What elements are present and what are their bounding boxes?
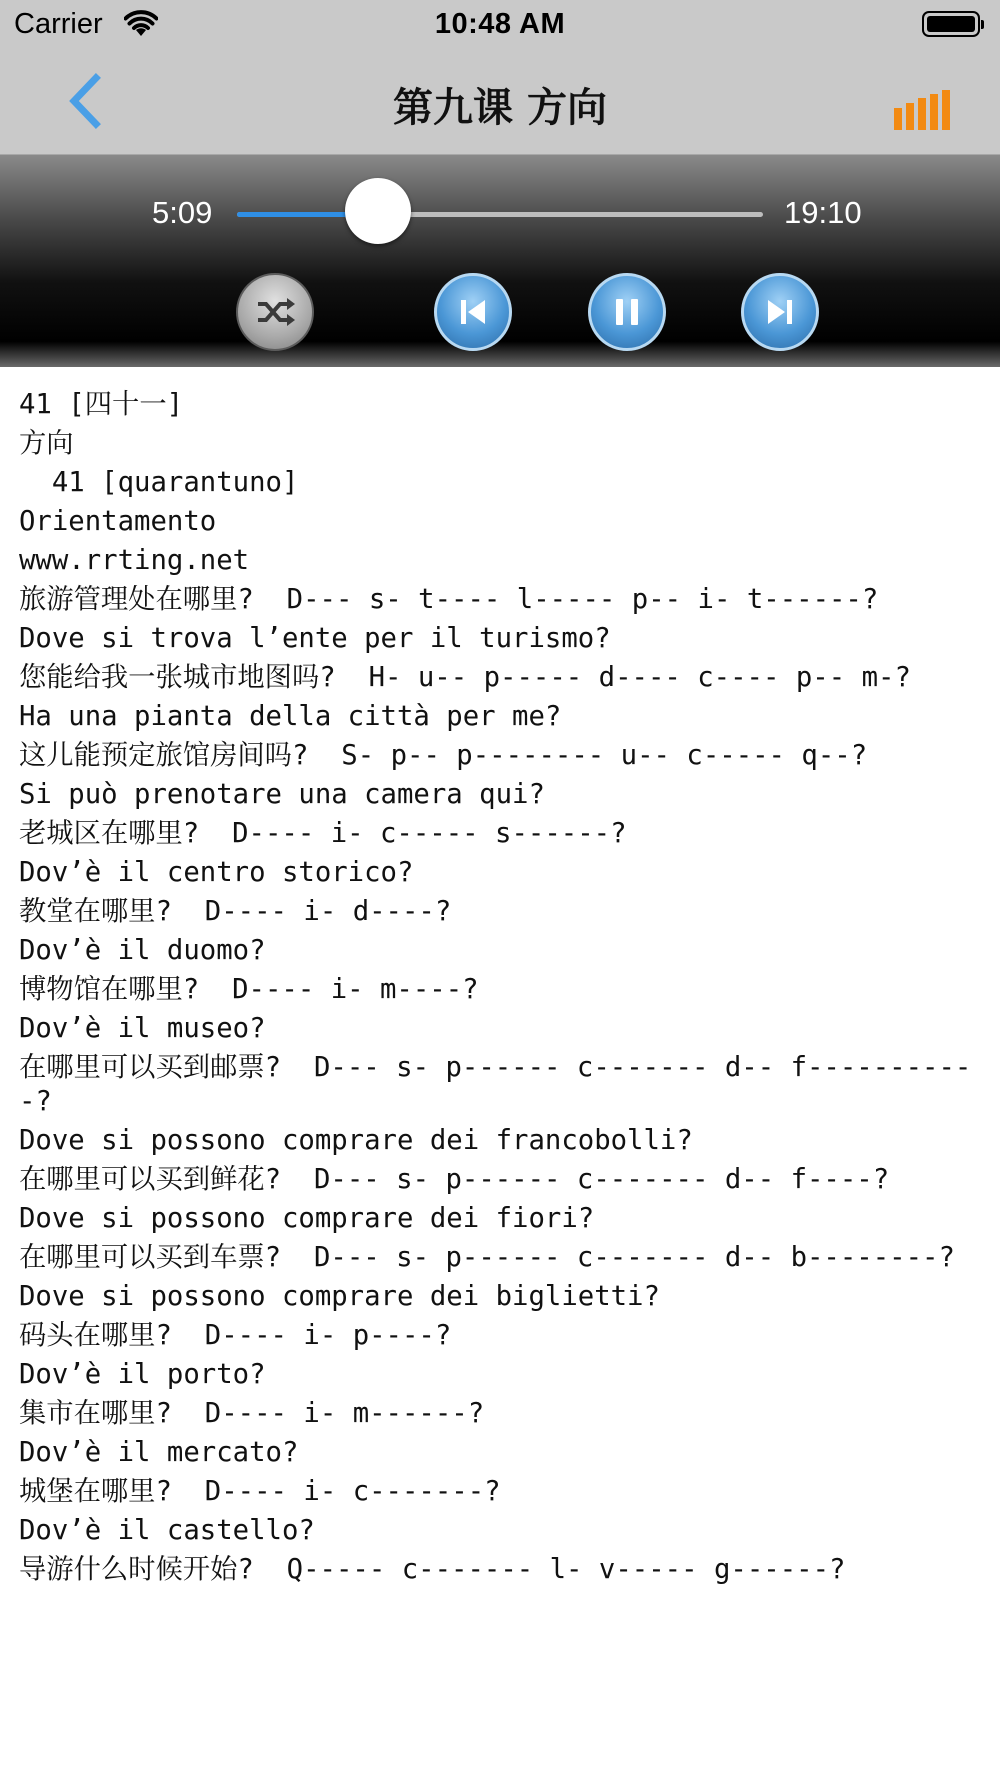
status-bar: [0, 0, 1000, 50]
lesson-lines: [19, 388, 994, 1592]
lesson-line: 导游什么时候开始? Q----- c------- l- v----- g------?: [19, 1554, 846, 1585]
lesson-line: 博物馆在哪里? D---- i- m----?: [19, 974, 479, 1005]
chevron-left-icon[interactable]: [58, 72, 118, 132]
lesson-line: 旅游管理处在哪里? D--- s- t---- l----- p-- i- t------?: [19, 584, 879, 615]
skip-next-icon: [744, 276, 816, 348]
lesson-line: Dove si trova l’ente per il turismo?: [19, 623, 611, 654]
pause-icon: [591, 276, 663, 348]
signal-bars-icon[interactable]: [894, 90, 950, 130]
status-time: 10:48 AM: [434, 8, 566, 40]
lesson-line: 方向: [19, 428, 74, 459]
pause-button[interactable]: [588, 273, 666, 351]
lesson-line: Dov’è il porto?: [19, 1359, 266, 1390]
lesson-line: www.rrting.net: [19, 545, 250, 576]
lesson-line: Dov’è il mercato?: [19, 1437, 299, 1468]
lesson-line: Si può prenotare una camera qui?: [19, 779, 545, 810]
audio-player: [0, 155, 1000, 367]
lesson-line: 老城区在哪里? D---- i- c----- s------?: [19, 818, 627, 849]
lesson-line: 这儿能预定旅馆房间吗? S- p-- p-------- u-- c----- q--?: [19, 740, 868, 771]
lesson-line: 您能给我一张城市地图吗? H- u-- p----- d---- c---- p-- m-?: [19, 662, 911, 693]
lesson-line: Dov’è il centro storico?: [19, 857, 414, 888]
lesson-line: 集市在哪里? D---- i- m------?: [19, 1398, 485, 1429]
lesson-line: Dove si possono comprare dei fiori?: [19, 1203, 595, 1234]
progress-thumb[interactable]: [345, 178, 411, 244]
carrier-label: Carrier: [14, 8, 103, 40]
shuffle-icon: [238, 275, 312, 349]
skip-previous-icon: [437, 276, 509, 348]
lesson-line: 41 [四十一]: [19, 389, 184, 420]
previous-button[interactable]: [434, 273, 512, 351]
lesson-line: Dov’è il duomo?: [19, 935, 266, 966]
lesson-line: 在哪里可以买到鲜花? D--- s- p------ c------- d-- f----?: [19, 1164, 890, 1195]
lesson-text-area[interactable]: [0, 368, 1000, 1778]
page-title: 第九课 方向: [393, 85, 607, 131]
lesson-line: 在哪里可以买到车票? D--- s- p------ c------- d-- b--------?: [19, 1242, 955, 1273]
progress-slider[interactable]: [237, 212, 763, 217]
lesson-line: Ha una pianta della città per me?: [19, 701, 562, 732]
lesson-line: Dov’è il museo?: [19, 1013, 266, 1044]
lesson-line: 41 [quarantuno]: [19, 467, 299, 498]
lesson-line: 城堡在哪里? D---- i- c-------?: [19, 1476, 501, 1507]
shuffle-button[interactable]: [236, 273, 314, 351]
total-time: 19:10: [784, 195, 862, 230]
next-button[interactable]: [741, 273, 819, 351]
lesson-line: Dov’è il castello?: [19, 1515, 315, 1546]
lesson-line: Dove si possono comprare dei biglietti?: [19, 1281, 660, 1312]
battery-full-icon: [922, 11, 980, 37]
lesson-line: Dove si possono comprare dei francobolli?: [19, 1125, 693, 1156]
nav-bar: [0, 50, 1000, 155]
elapsed-time: 5:09: [152, 195, 213, 230]
lesson-line: 在哪里可以买到邮票? D--- s- p------ c------- d-- f-----------?: [19, 1052, 972, 1117]
lesson-line: Orientamento: [19, 506, 217, 537]
lesson-line: 码头在哪里? D---- i- p----?: [19, 1320, 452, 1351]
lesson-line: 教堂在哪里? D---- i- d----?: [19, 896, 452, 927]
